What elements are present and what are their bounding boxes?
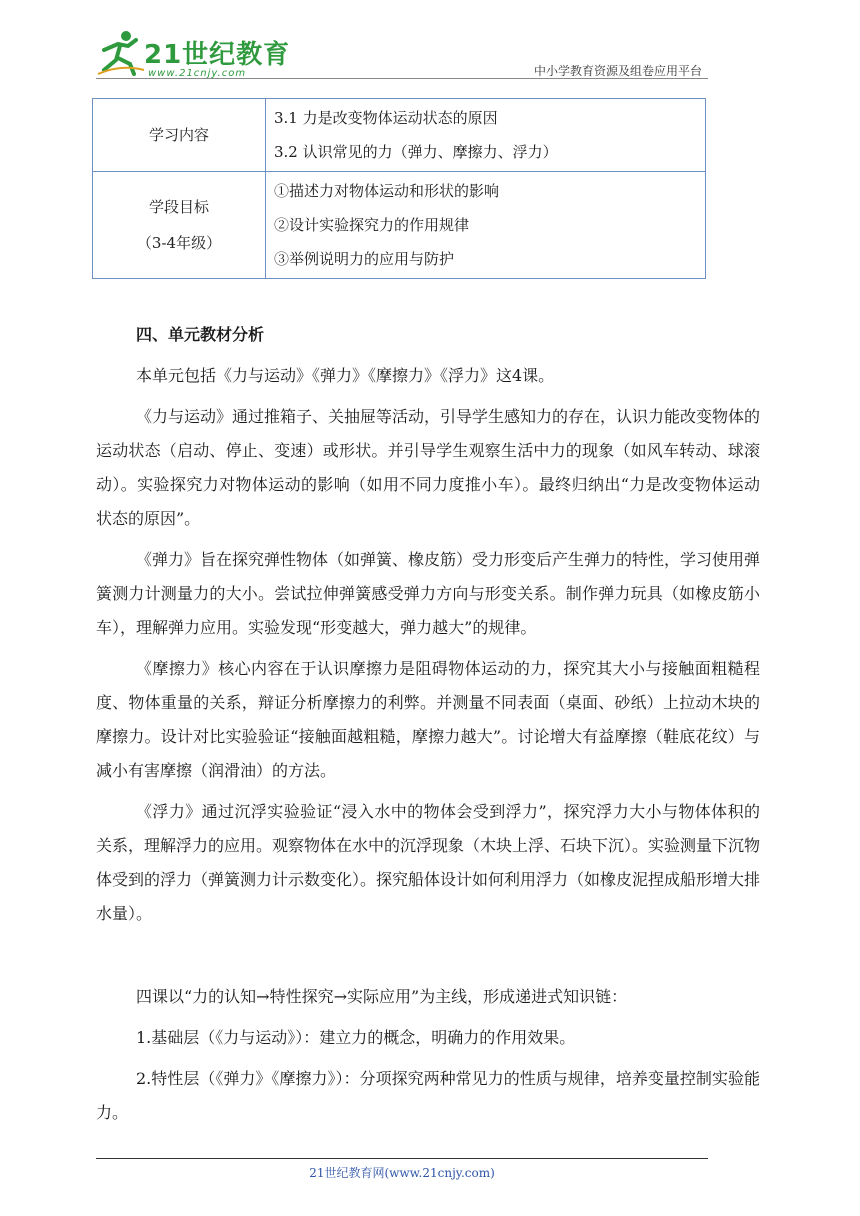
header-divider bbox=[96, 78, 708, 79]
paragraph: 本单元包括《力与运动》《弹力》《摩擦力》《浮力》这4课。 bbox=[136, 366, 555, 385]
paragraph: 《浮力》通过沉浮实验验证“浸入水中的物体会受到浮力”，探究浮力大小与物体体积的关系，理解浮力的应用。观察物体在水中的沉浮现象（木块上浮、石块下沉）。实验测量下沉物体受到的浮力（弹簧测力计示数变化）。探究船体设计如何利用浮力（如橡皮泥捏成船形增大排水量）。 bbox=[96, 802, 761, 923]
list-item: ①描述力对物体运动和形状的影响 bbox=[274, 182, 500, 200]
table-label-cell bbox=[93, 172, 266, 279]
table-row bbox=[93, 99, 706, 172]
page-header bbox=[96, 28, 708, 80]
table-value-cell bbox=[266, 99, 706, 172]
logo-text: 21世纪教育 bbox=[144, 40, 291, 70]
paragraph: 《弹力》旨在探究弹性物体（如弹簧、橡皮筋）受力形变后产生弹力的特性，学习使用弹簧测力计测量力的大小。尝试拉伸弹簧感受弹力方向与形变关系。制作弹力玩具（如橡皮筋小车），理解弹力应用。实验发现“形变越大，弹力越大”的规律。 bbox=[96, 550, 761, 637]
paragraph: 四课以“力的认知→特性探究→实际应用”为主线，形成递进式知识链： bbox=[136, 987, 628, 1006]
list-item: 3.2 认识常见的力（弹力、摩擦力、浮力） bbox=[274, 143, 558, 161]
table-row bbox=[93, 172, 706, 279]
stage-goal-label: 学段目标 bbox=[148, 198, 209, 216]
learning-content-label: 学习内容 bbox=[148, 126, 209, 144]
table-label-cell bbox=[93, 99, 266, 172]
list-item: ②设计实验探究力的作用规律 bbox=[274, 216, 470, 234]
runner-logo-icon bbox=[96, 28, 146, 78]
paragraph: 2.特性层（《弹力》《摩擦力》）：分项探究两种常见力的性质与规律，培养变量控制实验能力。 bbox=[96, 1069, 760, 1122]
table-value-cell bbox=[266, 172, 706, 279]
paragraph: 1.基础层（《力与运动》）：建立力的概念，明确力的作用效果。 bbox=[136, 1028, 576, 1047]
list-item: ③举例说明力的应用与防护 bbox=[274, 250, 455, 268]
footer-link[interactable]: 21世纪教育网(www.21cnjy.com) bbox=[309, 1166, 495, 1180]
footer-divider bbox=[96, 1158, 708, 1159]
site-logo[interactable] bbox=[96, 28, 296, 78]
platform-name: 中小学教育资源及组卷应用平台 bbox=[533, 64, 702, 78]
page-footer bbox=[96, 1164, 708, 1181]
paragraph: 《力与运动》通过推箱子、关抽屉等活动，引导学生感知力的存在，认识力能改变物体的运动状态（启动、停止、变速）或形状。并引导学生观察生活中力的现象（如风车转动、球滚动）。实验探究力对物体运动的影响（如用不同力度推小车）。最终归纳出“力是改变物体运动状态的原因”。 bbox=[96, 407, 761, 528]
section-title: 四、单元教材分析 bbox=[136, 325, 265, 344]
paragraph: 《摩擦力》核心内容在于认识摩擦力是阻碍物体运动的力，探究其大小与接触面粗糙程度、物体重量的关系，辩证分析摩擦力的利弊。并测量不同表面（桌面、砂纸）上拉动木块的摩擦力。设计对比实验验证“接触面越粗糙，摩擦力越大”。讨论增大有益摩擦（鞋底花纹）与减小有害摩擦（润滑油）的方法。 bbox=[96, 659, 760, 780]
main-content bbox=[96, 318, 760, 1137]
logo-url: www.21cnjy.com bbox=[148, 68, 247, 79]
stage-goal-grade: （3-4年级） bbox=[136, 234, 222, 252]
info-table bbox=[92, 98, 706, 279]
spacer bbox=[96, 938, 760, 980]
list-item: 3.1 力是改变物体运动状态的原因 bbox=[274, 109, 498, 127]
